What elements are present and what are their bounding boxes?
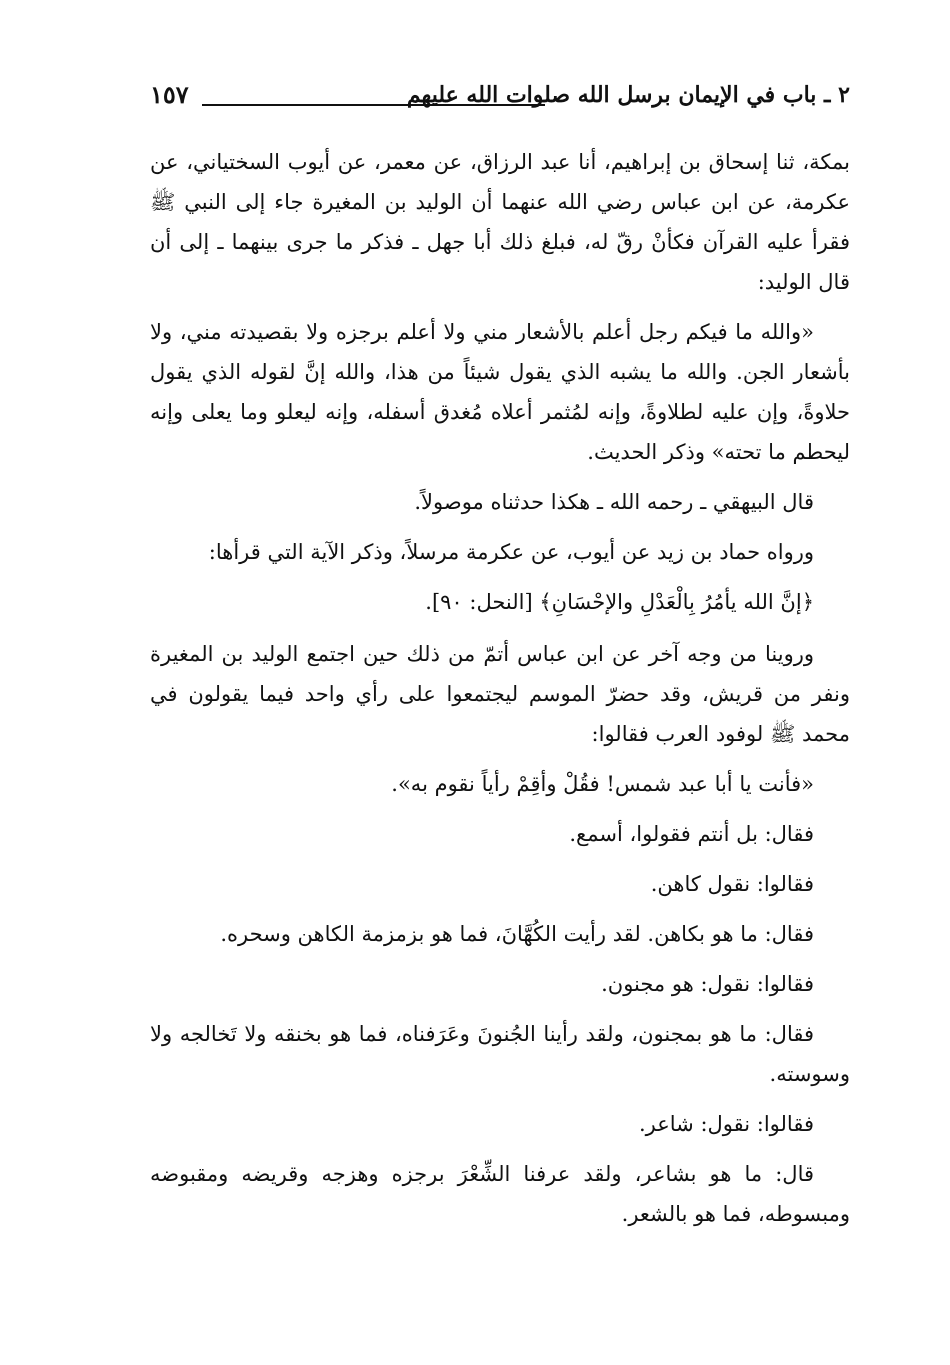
dialogue-line: فقال: بل أنتم فقولوا، أسمع. — [569, 822, 814, 846]
paragraph-quote-walid: «والله ما فيكم رجل أعلم بالأشعار مني ولا أعلم برجزه ولا بقصيدته مني، ولا بأشعار الجن. والله ما يشبه الذي يقول شيئاً من هذا، والله إنَّ لقوله الذي يقول حلاوةً، وإن عليه لطلاوةً، وإنه لمُثمر أعلاه مُغدق أسفله، وإنه ليعلو وما يعلى وإنه ليحطم ما تحته» وذكر الحديث. — [150, 320, 850, 464]
page-number: ١٥٧ — [150, 80, 189, 109]
dialogue-line: «فأنت يا أبا عبد شمس! فقُلْ وأقِمْ رأياً نقوم به». — [391, 772, 814, 796]
paragraph-hammad: ورواه حماد بن زيد عن أيوب، عن عكرمة مرسلاً، وذكر الآية التي قرأها: — [208, 540, 814, 564]
dialogue-line: فقال: ما هو بكاهن. لقد رأيت الكُهَّانَ، فما هو بزمزمة الكاهن وسحره. — [220, 922, 814, 946]
paragraph-isnad: بمكة، ثنا إسحاق بن إبراهيم، أنا عبد الرزاق، عن معمر، عن أيوب السختياني، عن عكرمة، عن ابن عباس رضي الله عنهما أن الوليد بن المغيرة جاء إلى النبي ﷺ فقرأ عليه القرآن فكأنْ رقّ له، فبلغ ذلك أبا جهل ـ فذكر ما جرى بينهما ـ إلى أن قال الوليد: — [150, 150, 850, 294]
dialogue-line: فقالوا: نقول: شاعر. — [638, 1112, 814, 1136]
dialogue-line: فقال: ما هو بمجنون، ولقد رأينا الجُنونَ وعَرَفناه، فما هو بخنقه ولا تَخالجه ولا وسوسته. — [150, 1022, 850, 1086]
dialogue-line: فقالوا: نقول كاهن. — [650, 872, 814, 896]
header-rule — [202, 104, 545, 106]
dialogue-line: فقالوا: نقول: هو مجنون. — [601, 972, 814, 996]
page-header — [150, 60, 850, 120]
dialogue-line: قال: ما هو بشاعر، ولقد عرفنا الشِّعْرَ برجزه وهزجه وقريضه ومقبوضه ومبسوطه، فما هو بالشعر. — [150, 1162, 850, 1226]
page-body — [150, 142, 850, 1244]
quran-verse: ﴿إنَّ الله يأمُرُ بِالْعَدْلِ والإحْسَانِ﴾ [النحل: ٩٠]. — [425, 590, 814, 614]
paragraph-bayhaqi: قال البيهقي ـ رحمه الله ـ هكذا حدثناه موصولاً. — [414, 490, 814, 514]
chapter-title: ٢ ـ باب في الإيمان برسل الله صلوات الله عليهم — [406, 82, 850, 108]
paragraph-another-narration: وروينا من وجه آخر عن ابن عباس أتمّ من ذلك حين اجتمع الوليد بن المغيرة ونفر من قريش، وقد حضرّ الموسم ليجتمعوا على رأي واحد فيما يقولون في محمد ﷺ لوفود العرب فقالوا: — [150, 642, 850, 746]
book-page — [150, 60, 850, 1226]
